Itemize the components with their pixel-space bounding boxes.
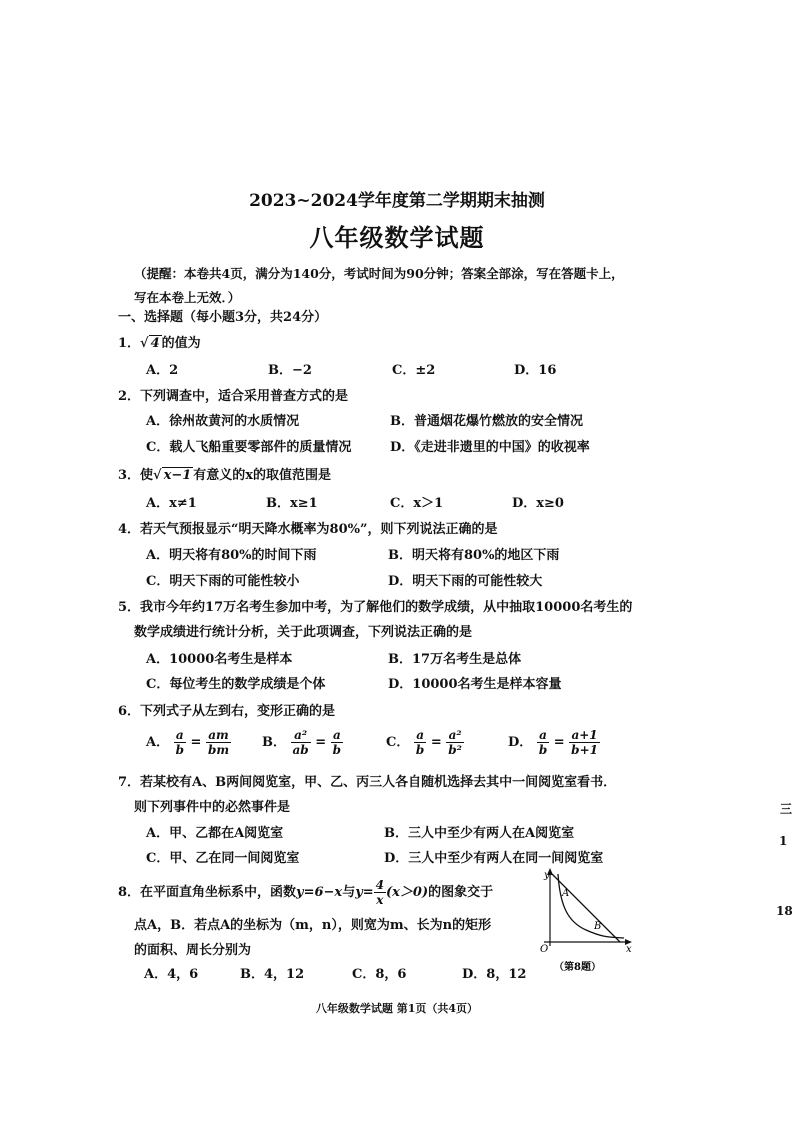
domain-condition: (x＞0) [386,885,429,900]
question-5-option-b: B．17万名考生是总体 [388,652,522,667]
question-3-option-c: C．x＞1 [390,496,444,511]
margin-character: 1 [779,834,788,848]
question-3-prefix: 3．使 [118,468,154,483]
instructions-line-1: （提醒：本卷共4页，满分为140分，考试时间为90分钟；答案全部涂，写在答题卡上， [134,266,624,281]
question-5-option-a: A．10000名考生是样本 [146,652,293,667]
margin-character: 三 [780,802,793,816]
question-8-figure [530,866,636,976]
figure-caption: （第8题） [554,962,601,973]
origin-label: O [540,944,549,955]
stem-text: 8．在平面直角坐标系中，函数 [118,885,297,900]
line-graph [552,874,620,942]
question-4-stem: 4．若天气预报显示“明天降水概率为80%”，则下列说法正确的是 [118,522,498,537]
question-7-option-d: D．三人中至少有两人在同一间阅览室 [384,851,604,866]
question-7-stem-line-2: 则下列事件中的必然事件是 [134,800,291,815]
question-2-option-c: C．载人飞船重要零部件的质量情况 [146,440,352,455]
question-3-option-d: D．x≥0 [512,496,564,511]
denominator: b [332,743,342,757]
question-5-option-d: D．10000名考生是样本容量 [388,677,562,692]
equals-sign: = [315,735,327,750]
fraction-right [446,728,464,757]
question-8-stem-line-3: 的面积、周长分别为 [134,943,252,958]
question-2-option-d: D．《走进非遗里的中国》的收视率 [390,440,590,455]
exam-subject-title: 八年级数学试题 [309,223,485,252]
question-1-stem [118,332,201,351]
question-7-option-c: C．甲、乙在同一间阅览室 [146,851,300,866]
numerator: am [206,728,231,743]
fraction-left [414,728,426,757]
section-heading: 一、选择题（每小题3分，共24分） [118,310,328,325]
numerator: a+1 [569,728,600,743]
equation-linear: y=6−x [296,885,343,900]
fraction-right [206,728,231,757]
denominator: b [415,743,425,757]
question-2-option-b: B．普通烟花爆竹燃放的安全情况 [390,414,583,429]
question-2-option-a: A．徐州故黄河的水质情况 [146,414,300,429]
sqrt-expression: √ 4 [140,336,160,351]
numerator: a [537,728,549,743]
question-1-option-d: D．16 [514,363,557,378]
question-7-option-a: A．甲、乙都在A阅览室 [146,826,284,841]
question-7-option-b: B．三人中至少有两人在A阅览室 [384,826,575,841]
question-6-option-d [508,728,600,757]
question-8-option-b: B．4，12 [240,967,305,982]
fraction-left [537,728,549,757]
option-label: A． [146,735,170,750]
question-1-suffix: 的值为 [161,336,201,351]
question-6-option-a [146,728,231,757]
point-b-label: B [594,921,602,932]
fraction-right [569,728,600,757]
question-7-stem-line-1: 7．若某校有A、B两间阅览室，甲、乙、丙三人各自随机选择去其中一间阅览室看书． [118,775,617,790]
fraction-left [291,728,311,757]
radicand: 4 [150,336,160,351]
question-1-option-c: C．±2 [392,363,436,378]
stem-text: 的图象交于 [428,885,494,900]
question-8-option-d: D．8，12 [462,967,527,982]
denominator: b² [448,743,462,757]
option-label: D． [508,735,533,750]
denominator: b [538,743,548,757]
numerator: 4 [375,878,385,892]
question-8-stem-line-2: 点A，B．若点A的坐标为（m，n），则宽为m、长为n的矩形 [134,918,492,933]
question-1-option-a: A．2 [146,363,179,378]
question-4-option-b: B．明天将有80%的地区下雨 [388,548,560,563]
question-3-suffix: 有意义的x的取值范围是 [193,468,332,483]
radicand: x−1 [163,468,192,483]
question-4-option-c: C．明天下雨的可能性较小 [146,574,300,589]
question-6-option-b [262,728,343,757]
question-8-option-a: A．4，6 [144,967,199,982]
question-2-stem: 2．下列调查中，适合采用普查方式的是 [118,389,349,404]
question-8-stem-line-1 [118,878,493,907]
question-5-stem-line-1: 5．我市今年约17万名考生参加中考，为了解他们的数学成绩，从中抽取10000名考生的 [118,600,633,615]
question-6-stem: 6．下列式子从左到右，变形正确的是 [118,704,336,719]
instructions-line-2: 写在本卷上无效．） [134,290,241,305]
numerator: a [331,728,343,743]
numerator: a [174,728,186,743]
numerator: a [414,728,426,743]
denominator: x [376,893,384,907]
margin-character: 18 [776,904,793,918]
denominator: ab [292,743,309,757]
question-5-option-c: C．每位考生的数学成绩是个体 [146,677,326,692]
denominator: bm [207,743,230,757]
x-axis-label: x [626,944,632,955]
page-footer: 八年级数学试题 第1页（共4页） [315,1002,479,1015]
equation-left: y= [355,885,374,900]
question-4-option-d: D．明天下雨的可能性较大 [388,574,543,589]
instructions-note [134,262,624,310]
conjunction: 与 [342,885,356,900]
numerator: a² [446,728,464,743]
option-label: C． [386,735,410,750]
question-4-option-a: A．明天将有80%的时间下雨 [146,548,317,563]
question-1-number: 1． [118,336,141,351]
equation-fraction [374,878,386,907]
question-3-option-a: A．x≠1 [146,496,197,511]
equals-sign: = [553,735,565,750]
question-5-stem-line-2: 数学成绩进行统计分析，关于此项调查，下列说法正确的是 [134,625,473,640]
denominator: b+1 [571,743,598,757]
fraction-left [174,728,186,757]
question-8-option-c: C．8，6 [352,967,407,982]
question-6-option-c [386,728,464,757]
fraction-right [331,728,343,757]
question-1-option-b: B．−2 [268,363,312,378]
exam-period-title: 2023~2024学年度第二学期期末抽测 [249,191,545,211]
denominator: b [175,743,185,757]
equals-sign: = [190,735,202,750]
question-3-option-b: B．x≥1 [266,496,318,511]
question-3-stem [118,464,331,483]
equals-sign: = [430,735,442,750]
numerator: a² [291,728,311,743]
y-axis-label: y [544,870,550,881]
point-a-label: A [562,888,570,899]
sqrt-expression: √ x−1 [153,468,192,483]
option-label: B． [262,735,286,750]
hyperbola-graph [558,874,624,938]
